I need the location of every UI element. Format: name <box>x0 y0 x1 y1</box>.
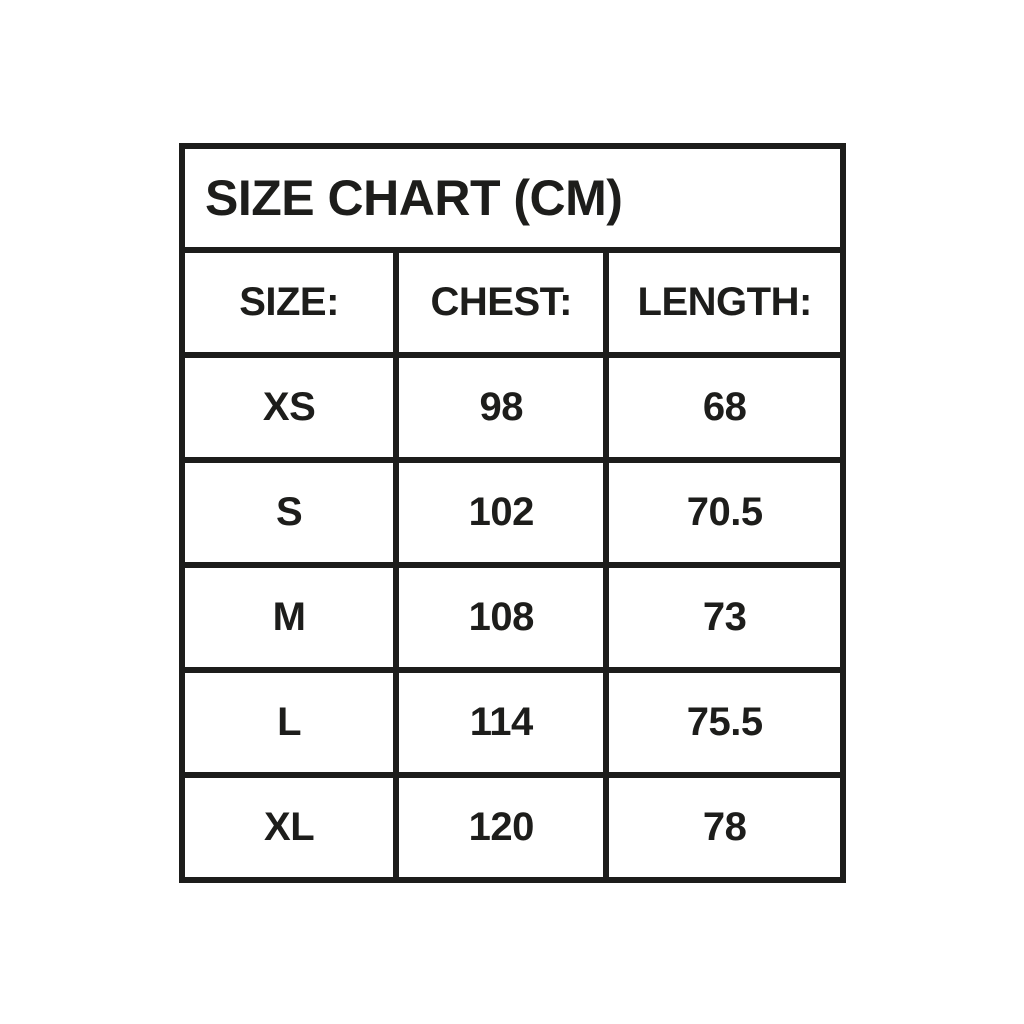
table-row <box>182 565 843 670</box>
chest-cell: 98 <box>396 355 606 460</box>
chest-cell: 108 <box>396 565 606 670</box>
table-title: SIZE CHART (CM) <box>182 146 843 250</box>
table-row <box>182 670 843 775</box>
length-cell: 68 <box>606 355 843 460</box>
chest-cell: 102 <box>396 460 606 565</box>
column-header-size: SIZE: <box>182 250 396 355</box>
size-cell: XS <box>182 355 396 460</box>
header-row <box>182 250 843 355</box>
table-row <box>182 460 843 565</box>
length-cell: 78 <box>606 775 843 880</box>
chest-cell: 114 <box>396 670 606 775</box>
table-row <box>182 775 843 880</box>
size-chart-table <box>179 143 846 883</box>
size-chart <box>179 143 846 881</box>
table-row <box>182 355 843 460</box>
size-cell: XL <box>182 775 396 880</box>
column-header-length: LENGTH: <box>606 250 843 355</box>
size-cell: S <box>182 460 396 565</box>
length-cell: 73 <box>606 565 843 670</box>
chest-cell: 120 <box>396 775 606 880</box>
size-cell: L <box>182 670 396 775</box>
length-cell: 70.5 <box>606 460 843 565</box>
size-cell: M <box>182 565 396 670</box>
column-header-chest: CHEST: <box>396 250 606 355</box>
length-cell: 75.5 <box>606 670 843 775</box>
title-row <box>182 146 843 250</box>
